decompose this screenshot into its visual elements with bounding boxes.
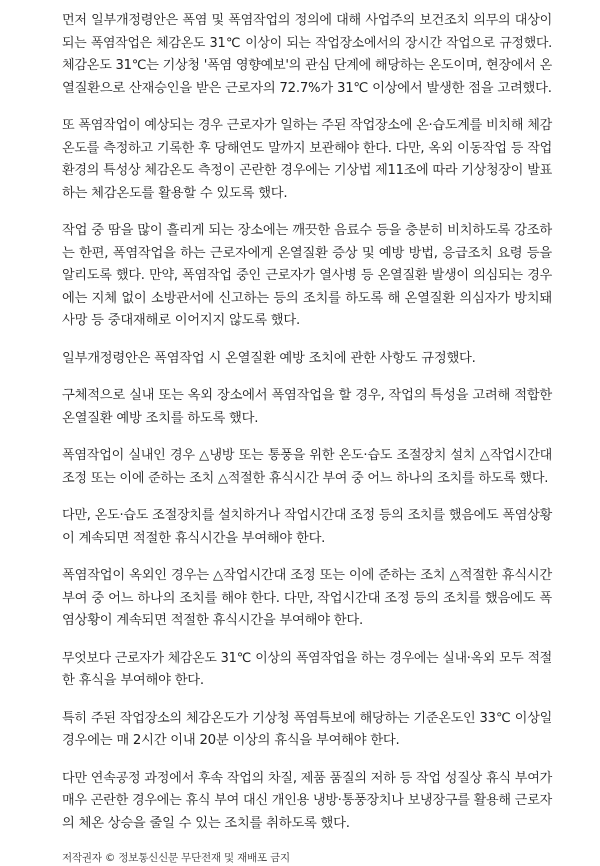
paragraph-2-line-1: 또 폭염작업이 예상되는 경우 근로자가 일하는 주된 작업장소에 온·습도계를 비치해 체감 xyxy=(62,118,552,133)
paragraph-4-line-1: 일부개정령안은 폭염작업 시 온열질환 예방 조치에 관한 사항도 규정했다. xyxy=(62,350,476,366)
paragraph-9-line-1: 무엇보다 근로자가 체감온도 31℃ 이상의 폭염작업을 하는 경우에는 실내·옥외 모두 적절 xyxy=(62,650,552,666)
paragraph-8-line-1: 폭염작업이 옥외인 경우는 △작업시간대 조정 또는 이에 준하는 조치 △적절한 휴식시간 xyxy=(62,568,552,583)
copyright-notice: 저작권자 © 정보통신신문 무단전재 및 재배포 금지 xyxy=(62,852,290,864)
paragraph-8 xyxy=(62,565,552,633)
paragraph-5-line-1: 구체적으로 실내 또는 옥외 장소에서 폭염작업을 할 경우, 작업의 특성을 고려해 적합한 xyxy=(62,388,552,403)
paragraph-6 xyxy=(62,445,552,490)
paragraph-2 xyxy=(62,115,552,205)
paragraph-3-line-1: 작업 중 땀을 많이 흘리게 되는 장소에는 깨끗한 음료수 등을 충분히 비치하도록 강조하 xyxy=(62,223,552,238)
paragraph-3-line-5: 사망 등 중대재해로 이어지지 않도록 했다. xyxy=(62,313,300,328)
paragraph-1-line-1: 먼저 일부개정령안은 폭염 및 폭염작업의 정의에 대해 사업주의 보건조치 의무의 대상이 xyxy=(62,13,552,28)
paragraph-8-line-3: 염상황이 계속되면 적절한 휴식시간을 부여해야 한다. xyxy=(62,613,363,628)
paragraph-11-line-3: 의 체온 상승을 줄일 수 있는 조치를 취하도록 했다. xyxy=(62,815,350,831)
paragraph-1 xyxy=(62,10,552,100)
paragraph-1-line-3: 체감온도 31℃는 기상청 '폭염 영향예보'의 관심 단계에 해당하는 온도이며, 현장에서 온 xyxy=(62,58,552,73)
paragraph-3-line-4: 에는 지체 없이 소방관서에 신고하는 등의 조치를 하도록 해 온열질환 의심자가 방치돼 xyxy=(62,290,552,306)
paragraph-8-line-2: 부여 중 어느 하나의 조치를 해야 한다. 다만, 작업시간대 조정 등의 조치를 했음에도 폭 xyxy=(62,590,552,606)
paragraph-9 xyxy=(62,648,552,693)
paragraph-11-line-2: 매우 곤란한 경우에는 휴식 부여 대신 개인용 냉방·통풍장치나 보냉장구를 활용해 근로자 xyxy=(62,793,552,808)
paragraph-4 xyxy=(62,348,552,371)
paragraph-9-line-2: 한 휴식을 부여해야 한다. xyxy=(62,673,204,688)
paragraph-1-line-2: 되는 폭염작업은 체감온도 31℃ 이상이 되는 작업장소에서의 장시간 작업으로 규정했다. xyxy=(62,35,552,51)
paragraph-3-line-2: 는 한편, 폭염작업을 하는 근로자에게 온열질환 증상 및 예방 방법, 응급조치 요령 등을 xyxy=(62,245,552,261)
paragraph-11-line-1: 다만 연속공정 과정에서 후속 작업의 차질, 제품 품질의 저하 등 작업 성질상 휴식 부여가 xyxy=(62,770,552,786)
paragraph-10-line-1: 특히 주된 작업장소의 체감온도가 기상청 폭염특보에 해당하는 기준온도인 33℃ 이상일 xyxy=(62,710,552,726)
paragraph-2-line-2: 온도를 측정하고 기록한 후 당해연도 말까지 보관해야 한다. 다만, 옥외 이동작업 등 작업 xyxy=(62,140,552,156)
paragraph-1-line-4: 열질환으로 산재승인을 받은 근로자의 72.7%가 31℃ 이상에서 발생한 점을 고려했다. xyxy=(62,80,552,96)
paragraph-11 xyxy=(62,768,552,836)
paragraph-2-line-4: 하는 체감온도를 활용할 수 있도록 했다. xyxy=(62,185,288,201)
paragraph-7 xyxy=(62,505,552,550)
paragraph-5 xyxy=(62,385,552,430)
paragraph-3 xyxy=(62,220,552,333)
paragraph-5-line-2: 온열질환 예방 조치를 하도록 했다. xyxy=(62,410,259,426)
paragraph-7-line-2: 이 계속되면 적절한 휴식시간을 부여해야 한다. xyxy=(62,530,326,546)
paragraph-6-line-2: 조정 또는 이에 준하는 조치 △적절한 휴식시간 부여 중 어느 하나의 조치를 하도록 했다. xyxy=(62,470,549,486)
paragraph-6-line-1: 폭염작업이 실내인 경우 △냉방 또는 통풍을 위한 온도·습도 조절장치 설치 △작업시간대 xyxy=(62,448,552,463)
paragraph-7-line-1: 다만, 온도·습도 조절장치를 설치하거나 작업시간대 조정 등의 조치를 했음에도 폭염상황 xyxy=(62,508,552,523)
paragraph-3-line-3: 알리도록 했다. 만약, 폭염작업 중인 근로자가 열사병 등 온열질환 발생이 의심되는 경우 xyxy=(62,268,552,283)
paragraph-10 xyxy=(62,708,552,753)
paragraph-10-line-2: 경우에는 매 2시간 이내 20분 이상의 휴식을 부여해야 한다. xyxy=(62,733,400,748)
paragraph-2-line-3: 환경의 특성상 체감온도 측정이 곤란한 경우에는 기상법 제11조에 따라 기상청장이 발표 xyxy=(62,163,552,178)
